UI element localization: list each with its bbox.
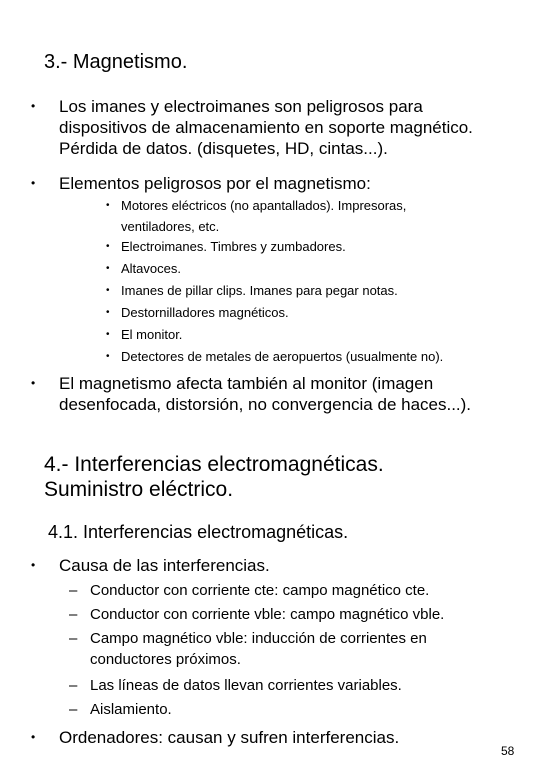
page-number: 58 <box>501 744 515 758</box>
dash-icon: – <box>69 701 78 718</box>
dash-list-item: Aislamiento. <box>90 701 172 718</box>
sub-list-item: Detectores de metales de aeropuertos (usualmente no). <box>121 349 444 364</box>
dash-icon: – <box>69 677 78 694</box>
dash-list-item-line: conductores próximos. <box>90 651 241 668</box>
list-item-line: Los imanes y electroimanes son peligrosos para <box>59 97 423 116</box>
bullet-icon: • <box>31 99 36 113</box>
dash-list-item: Conductor con corriente cte: campo magnético cte. <box>90 582 430 599</box>
bullet-icon: • <box>31 376 36 390</box>
dash-list-item: Las líneas de datos llevan corrientes variables. <box>90 677 402 694</box>
bullet-icon: • <box>106 351 110 362</box>
section-4-1-subtitle: 4.1. Interferencias electromagnéticas. <box>48 522 349 542</box>
list-item <box>59 373 471 415</box>
list-item: Ordenadores: causan y sufren interferencias. <box>59 728 400 747</box>
list-item-line: desenfocada, distorsión, no convergencia de haces...). <box>59 395 472 414</box>
list-item-line: Pérdida de datos. (disquetes, HD, cintas...). <box>59 139 388 158</box>
bullet-icon: • <box>31 176 36 190</box>
sub-list-item: Destornilladores magnéticos. <box>121 305 289 320</box>
list-item-line: dispositivos de almacenamiento en soporte magnético. <box>59 118 473 137</box>
bullet-icon: • <box>106 241 110 252</box>
bullet-icon: • <box>106 263 110 274</box>
dash-list-item: Conductor con corriente vble: campo magnético vble. <box>90 606 445 623</box>
dash-icon: – <box>69 582 78 599</box>
bullet-icon: • <box>31 730 36 744</box>
sub-list-item: Electroimanes. Timbres y zumbadores. <box>121 239 346 254</box>
dash-list-item <box>90 628 427 670</box>
sub-list-item-line: Motores eléctricos (no apantallados). Impresoras, <box>121 198 407 213</box>
dash-icon: – <box>69 606 78 623</box>
section-4-title-line: 4.- Interferencias electromagnéticas. <box>44 453 384 476</box>
sub-list-item <box>121 195 406 237</box>
section-3-title: 3.- Magnetismo. <box>44 51 188 73</box>
section-4-title-line: Suministro eléctrico. <box>44 478 234 501</box>
sub-list-item: El monitor. <box>121 327 183 342</box>
dash-icon: – <box>69 630 78 647</box>
bullet-icon: • <box>106 285 110 296</box>
list-item <box>59 96 473 159</box>
bullet-icon: • <box>106 200 110 211</box>
bullet-icon: • <box>31 558 36 572</box>
section-4-title <box>44 452 384 502</box>
dash-list-item-line: Campo magnético vble: inducción de corrientes en <box>90 630 427 647</box>
list-item: Causa de las interferencias. <box>59 556 270 575</box>
bullet-icon: • <box>106 329 110 340</box>
list-item: Elementos peligrosos por el magnetismo: <box>59 174 371 193</box>
sub-list-item: Imanes de pillar clips. Imanes para pegar notas. <box>121 283 398 298</box>
list-item-line: El magnetismo afecta también al monitor (imagen <box>59 374 434 393</box>
sub-list-item-line: ventiladores, etc. <box>121 219 220 234</box>
sub-list-item: Altavoces. <box>121 261 181 276</box>
bullet-icon: • <box>106 307 110 318</box>
